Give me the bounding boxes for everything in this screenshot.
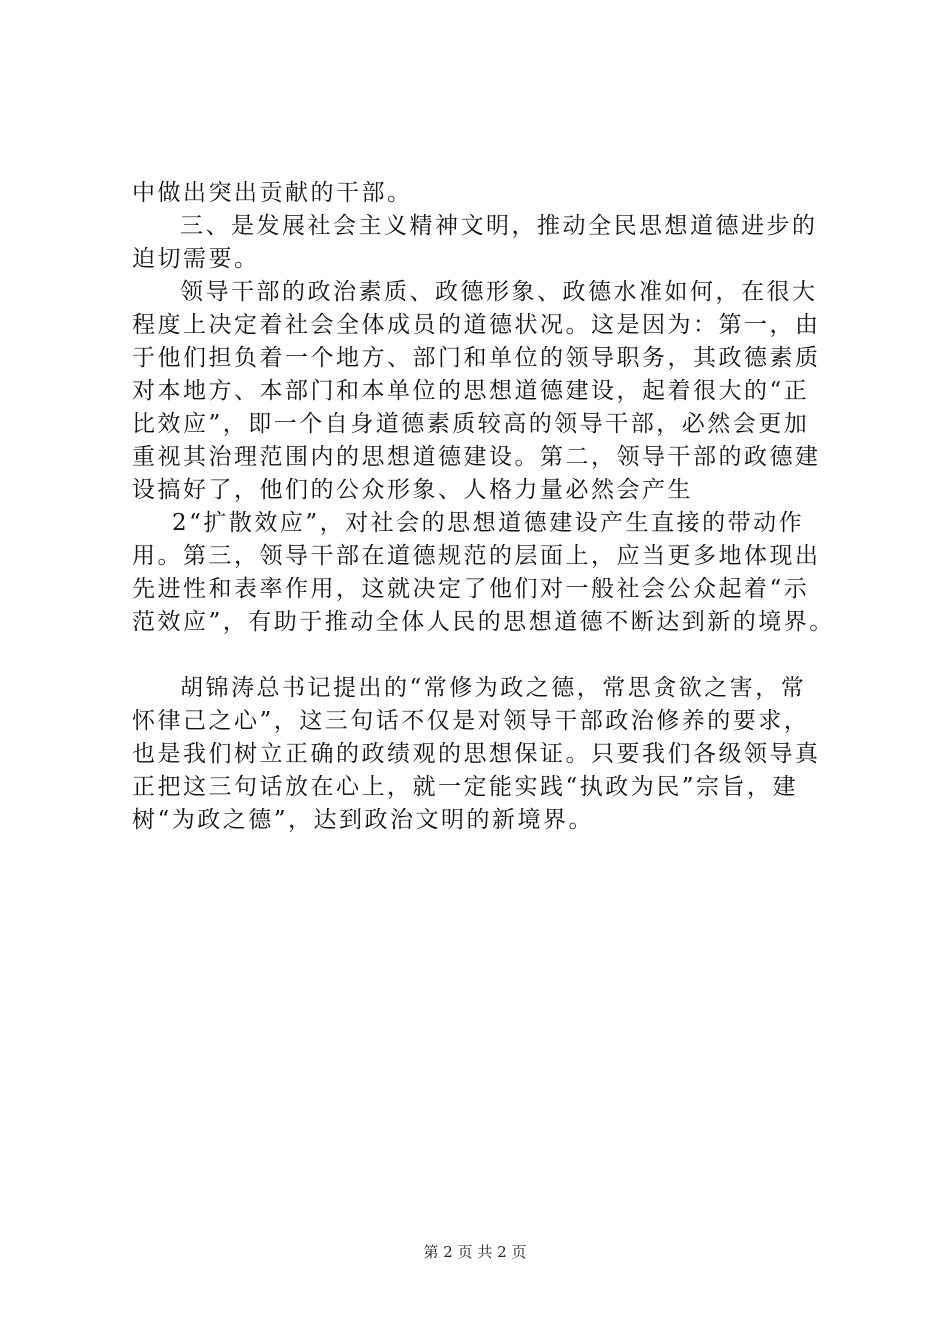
page-number-footer: 第 2 页 共 2 页	[423, 1243, 527, 1261]
text-line-13: 先进性和表率作用，这就决定了他们对一般社会公众起着“示	[132, 576, 810, 602]
text-line-16: 怀律己之心”，这三句话不仅是对领导干部政治修养的要求，	[132, 708, 810, 734]
text-line-3: 迫切需要。	[132, 246, 260, 272]
text-line-10: 设搞好了，他们的公众形象、人格力量必然会产生	[132, 477, 693, 503]
text-line-15: 胡锦涛总书记提出的“常修为政之德，常思贪欲之害，常	[180, 675, 807, 701]
text-line-6: 于他们担负着一个地方、部门和单位的领导职务，其政德素质	[132, 345, 821, 371]
text-line-12: 用。第三，领导干部在道德规范的层面上，应当更多地体现出	[132, 543, 821, 569]
text-line-14: 范效应”，有助于推动全体人民的思想道德不断达到新的境界。	[132, 609, 835, 635]
text-line-2: 三、是发展社会主义精神文明，推动全民思想道德进步的	[180, 213, 818, 239]
text-line-8: 比效应”，即一个自身道德素质较高的领导干部，必然会更加	[132, 411, 810, 437]
text-line-1: 中做出突出贡献的干部。	[132, 180, 413, 206]
text-line-4: 领导干部的政治素质、政德形象、政德水准如何，在很大	[180, 279, 818, 305]
text-line-11: 2“扩散效应”，对社会的思想道德建设产生直接的带动作	[172, 510, 805, 536]
text-line-19: 树“为政之德”，达到政治文明的新境界。	[132, 807, 595, 833]
text-line-5: 程度上决定着社会全体成员的道德状况。这是因为：第一，由	[132, 312, 821, 338]
text-line-9: 重视其治理范围内的思想道德建设。第二，领导干部的政德建	[132, 444, 821, 470]
text-line-18: 正把这三句话放在心上，就一定能实践“执政为民”宗旨，建	[132, 774, 799, 800]
text-line-17: 也是我们树立正确的政绩观的思想保证。只要我们各级领导真	[132, 741, 821, 767]
text-line-7: 对本地方、本部门和本单位的思想道德建设，起着很大的“正	[132, 378, 810, 404]
